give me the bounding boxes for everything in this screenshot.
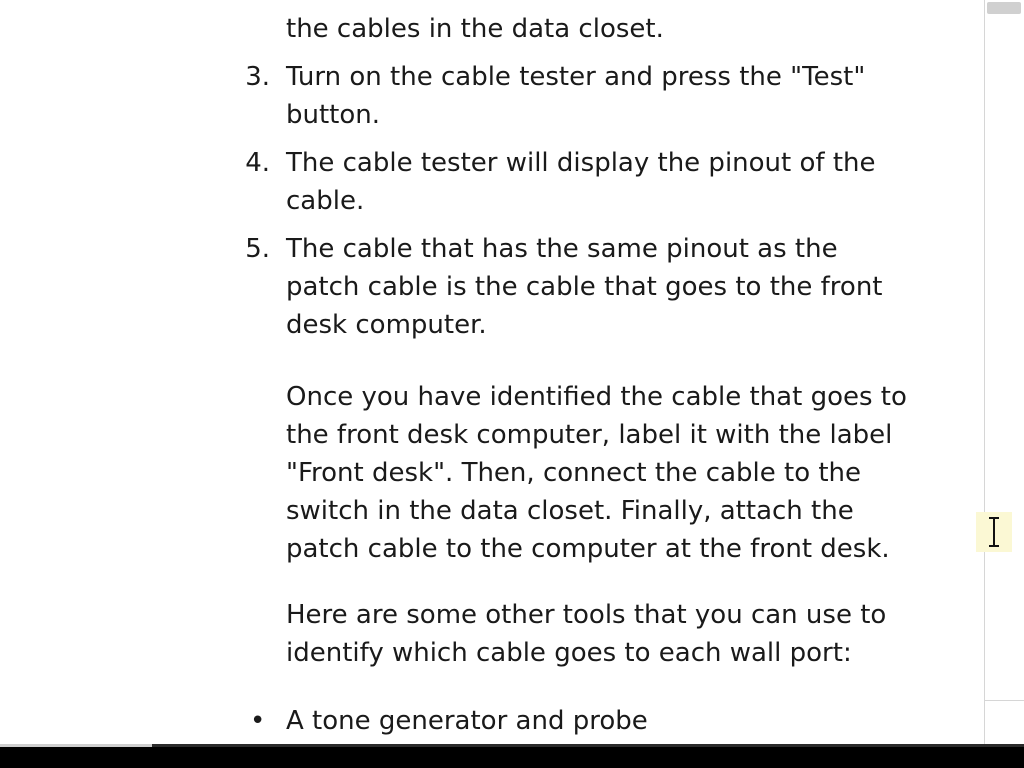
list-item (0, 58, 980, 134)
bottom-bar-left-segment (0, 744, 152, 747)
list-item (0, 230, 980, 344)
paragraph-other-tools-intro: Here are some other tools that you can use to identify which cable goes to each wall port: (286, 600, 887, 668)
list-item-text: Turn on the cable tester and press the "Test" button. (286, 62, 866, 130)
bottom-window-bar (0, 744, 1024, 768)
list-item (0, 144, 980, 220)
list-item-text: A tone generator and probe (286, 706, 648, 736)
scrollbar-thumb[interactable] (987, 2, 1021, 14)
list-item-marker: 5. (245, 234, 270, 264)
scrollbar-divider (984, 700, 1024, 701)
list-item-marker: 4. (245, 148, 270, 178)
numbered-steps-list (0, 58, 980, 354)
list-item (0, 702, 980, 740)
text-cursor-icon (976, 512, 1012, 552)
paragraph-front-desk-instructions: Once you have identified the cable that goes to the front desk computer, label it with the label "Front desk". Then, connect the cable to the switch in the data closet. Finally, attach the patch cable to the computer at the front desk. (286, 382, 907, 564)
list-item-marker: 3. (245, 62, 270, 92)
bullet-glyph: • (250, 706, 266, 736)
bottom-bar-right-segment (152, 744, 1024, 747)
vertical-scrollbar[interactable] (984, 0, 1024, 744)
partial-list-item-continuation: the cables in the data closet. (286, 14, 664, 44)
list-item-text: The cable that has the same pinout as the patch cable is the cable that goes to the front desk computer. (286, 234, 883, 340)
tools-bulleted-list (0, 702, 980, 740)
list-item-text: The cable tester will display the pinout of the cable. (286, 148, 876, 216)
